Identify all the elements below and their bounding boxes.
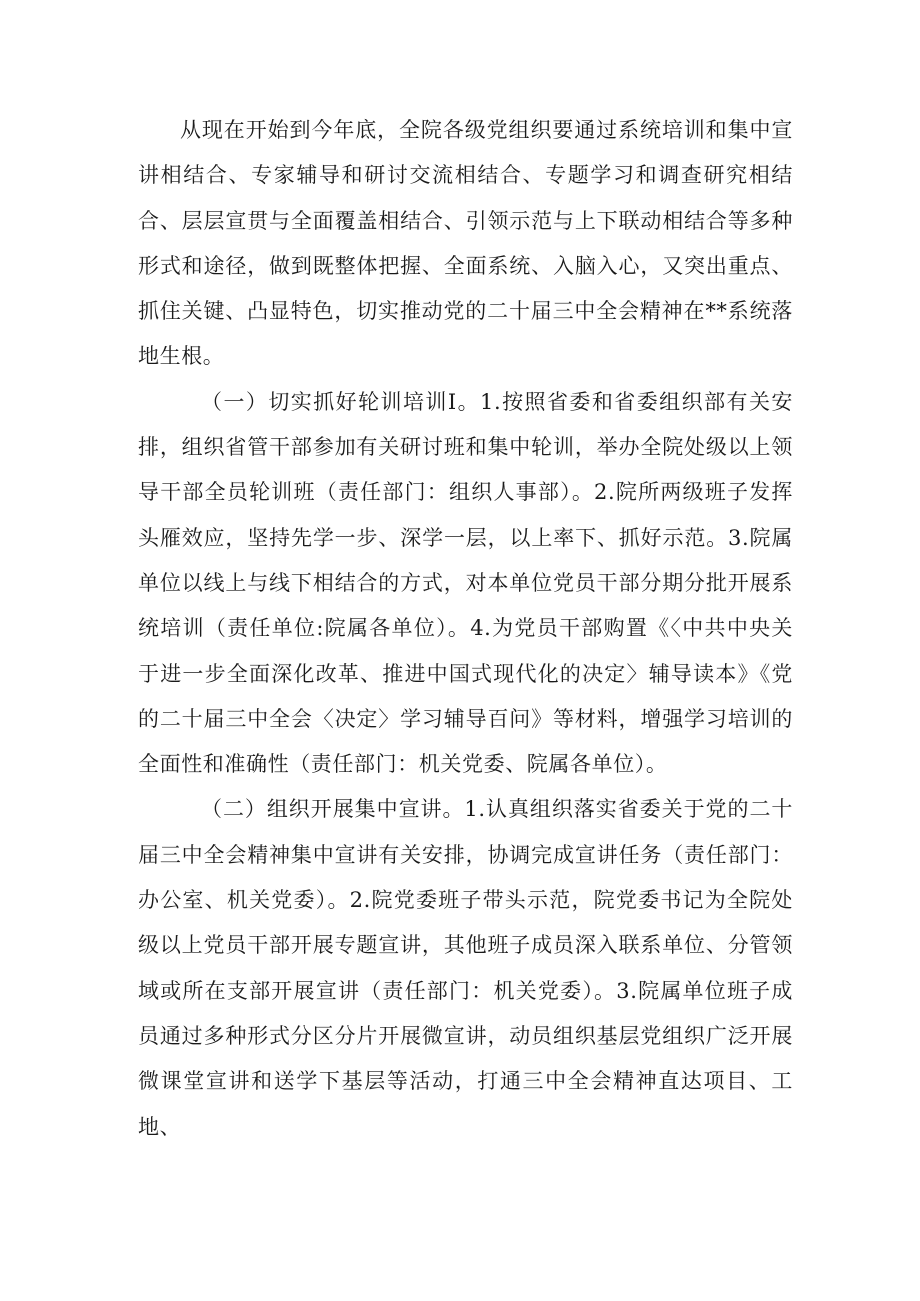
document-body xyxy=(138,108,793,1150)
paragraph-section-2-lectures: （二）组织开展集中宣讲。1.认真组织落实省委关于党的二十届三中全会精神集中宣讲有关安排，协调完成宣讲任务（责任部门：办公室、机关党委）。2.院党委班子带头示范，院党委书记为全院处级以上党员干部开展专题宣讲，其他班子成员深入联系单位、分管领域或所在支部开展宣讲（责任部门：机关党委）。3.院属单位班子成员通过多种形式分区分片开展微宣讲，动员组织基层党组织广泛开展微课堂宣讲和送学下基层等活动，打通三中全会精神直达项目、工地、 xyxy=(138,797,793,1139)
paragraph-section-1-training: （一）切实抓好轮训培训Ⅰ。1.按照省委和省委组织部有关安排，组织省管干部参加有关研讨班和集中轮训，举办全院处级以上领导干部全员轮训班（责任部门：组织人事部）。2.院所两级班子发挥头雁效应，坚持先学一步、深学一层，以上率下、抓好示范。3.院属单位以线上与线下相结合的方式，对本单位党员干部分期分批开展系统培训（责任单位:院属各单位）。4.为党员干部购置《〈中共中央关于进一步全面深化改革、推进中国式现代化的决定〉辅导读本》《党的二十届三中全会〈决定〉学习辅导百问》等材料，增强学习培训的全面性和准确性（责任部门：机关党委、院属各单位）。 xyxy=(138,389,793,777)
paragraph-intro: 从现在开始到今年底，全院各级党组织要通过系统培训和集中宣讲相结合、专家辅导和研讨交流相结合、专题学习和调查研究相结合、层层宣贯与全面覆盖相结合、引领示范与上下联动相结合等多种形式和途径，做到既整体把握、全面系统、入脑入心，又突出重点、抓住关键、凸显特色，切实推动党的二十届三中全会精神在**系统落地生根。 xyxy=(138,118,793,369)
